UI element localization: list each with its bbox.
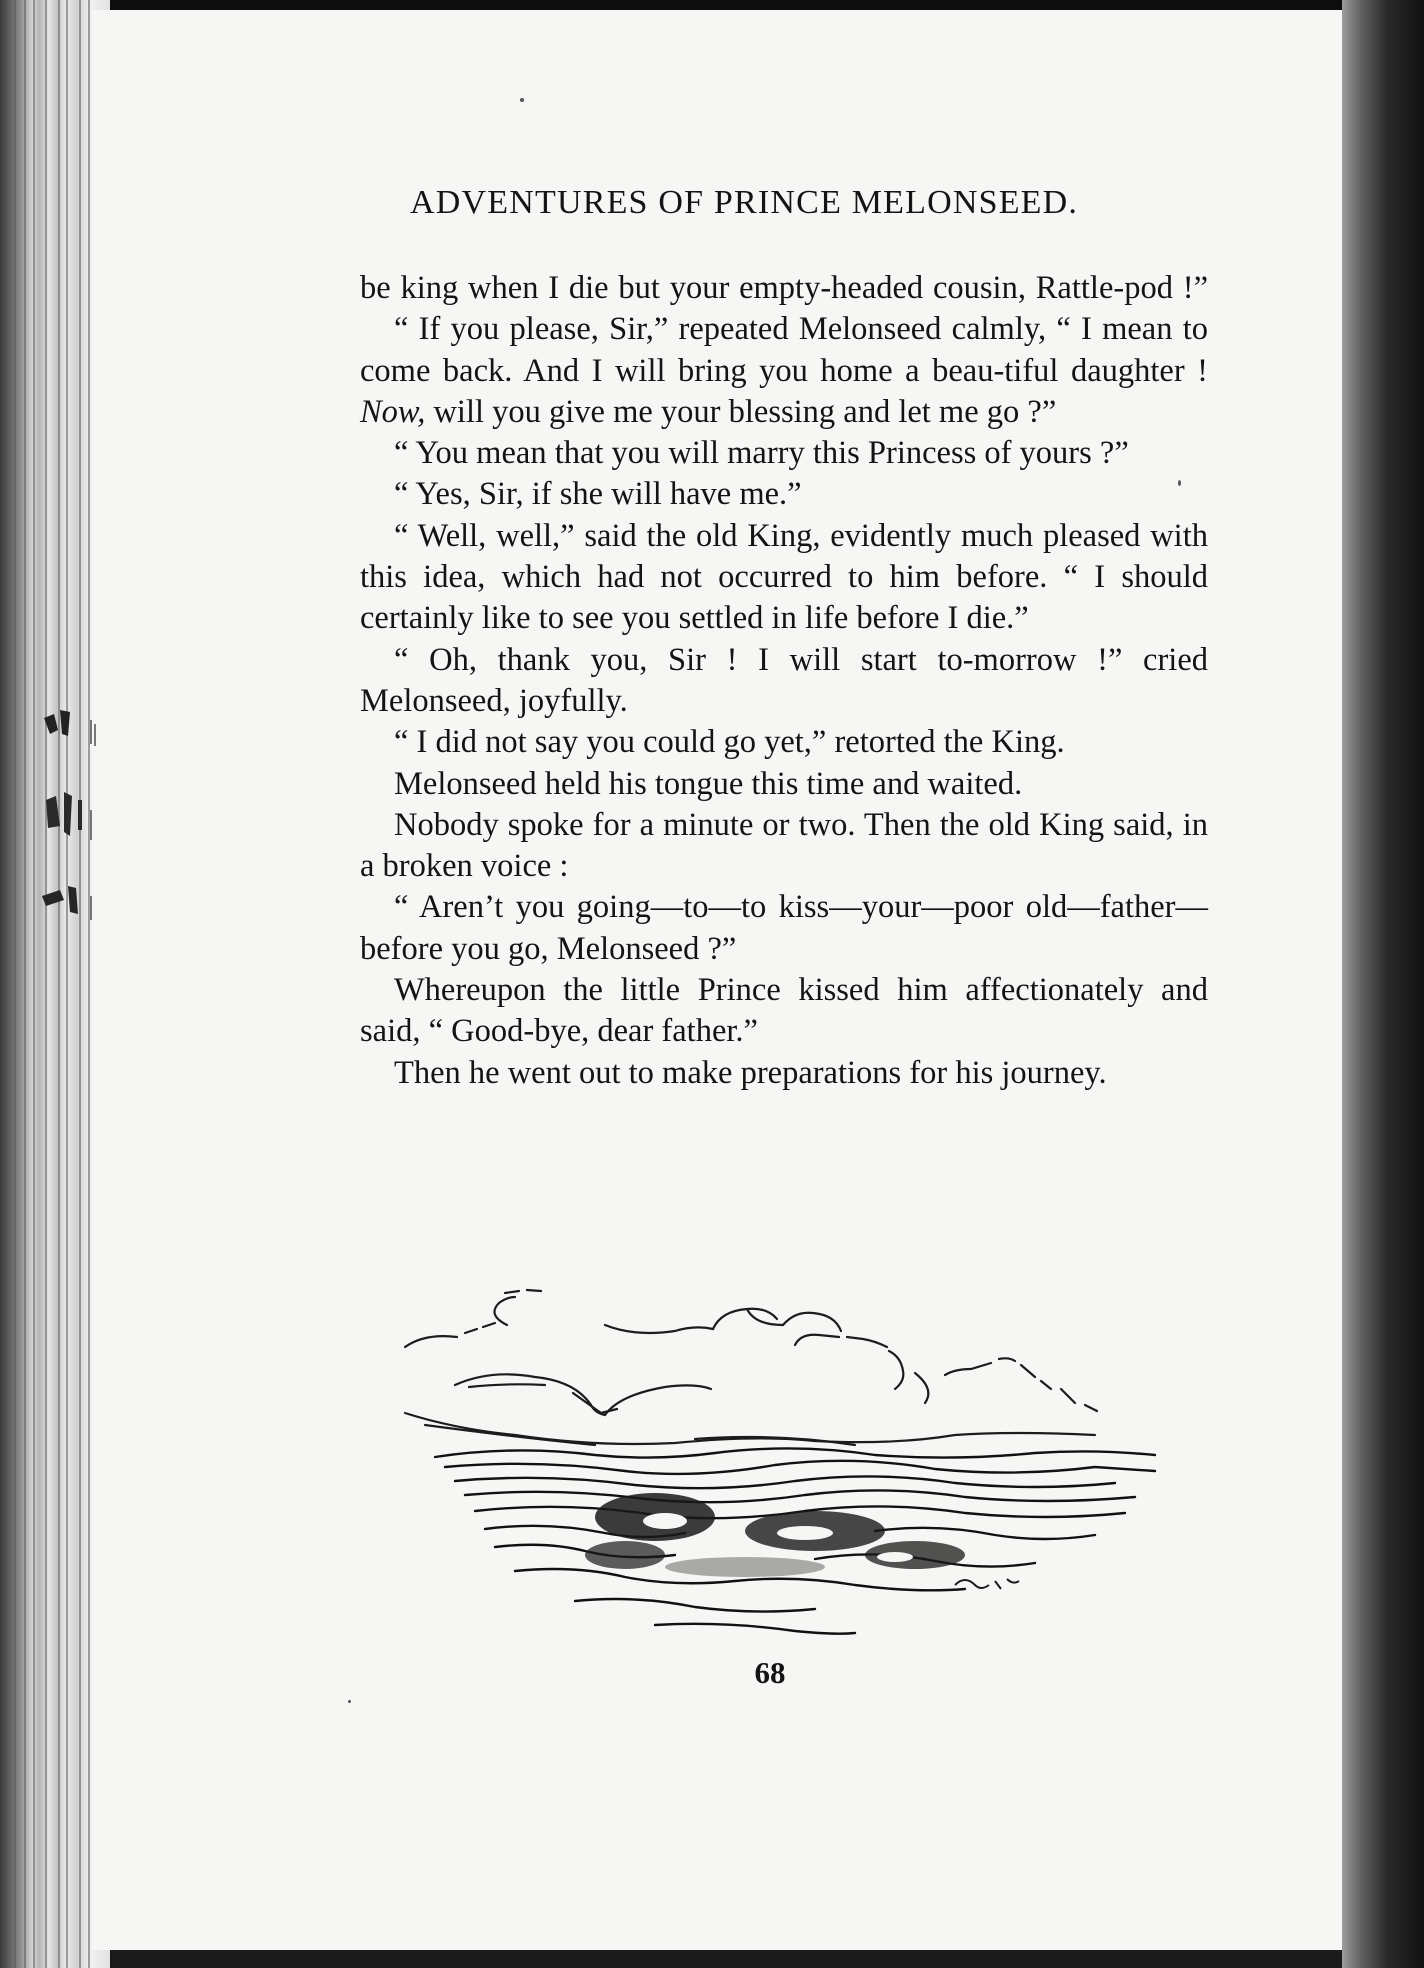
paragraph: “ I did not say you could go yet,” retorted the King. xyxy=(394,724,1065,761)
page-number: 68 xyxy=(754,1655,786,1690)
paragraph: “ Aren’t you going—to—to kiss—your—poor old—father—before you go, Melonseed ?” xyxy=(360,889,1208,967)
paragraph: be king when I die but your empty-headed cousin, Rattle-pod !” xyxy=(360,270,1208,306)
paragraph: Nobody spoke for a minute or two. Then the old King said, in a broken voice : xyxy=(360,806,1208,885)
paragraph: “ You mean that you will marry this Princess of yours ?” xyxy=(394,435,1129,472)
paragraph: “ Well, well,” said the old King, evidently much pleased with this idea, which had not occurred to him before. “ I should certainly like to see you settled in life before I die.” xyxy=(360,517,1208,637)
dust-speck xyxy=(1178,480,1181,486)
paragraph: “ If you please, Sir,” repeated Melonseed calmly, “ I mean to come back. And I will bring you home a beau-tiful daughter ! Now, will you give me your blessing and let me go ?” xyxy=(360,311,1208,430)
seascape-illustration xyxy=(395,1285,1175,1645)
italic-word: Now, xyxy=(360,393,426,430)
running-head: ADVENTURES OF PRINCE MELONSEED. xyxy=(410,184,1079,221)
page-gutter-shadow xyxy=(1342,0,1424,1968)
ink-bleed-marks xyxy=(40,700,110,940)
paragraph: Whereupon the little Prince kissed him affectionately and said, “ Good-bye, dear father.” xyxy=(360,972,1208,1050)
dust-speck xyxy=(348,1700,351,1703)
paragraph: Melonseed held his tongue this time and waited. xyxy=(394,765,1023,802)
dust-speck xyxy=(520,98,524,102)
paragraph: Then he went out to make preparations for his journey. xyxy=(394,1054,1107,1091)
paragraph: “ Yes, Sir, if she will have me.” xyxy=(394,476,802,513)
paragraph: “ Oh, thank you, Sir ! I will start to-morrow !” cried Melonseed, joyfully. xyxy=(360,641,1208,719)
body-text xyxy=(360,268,1208,1094)
